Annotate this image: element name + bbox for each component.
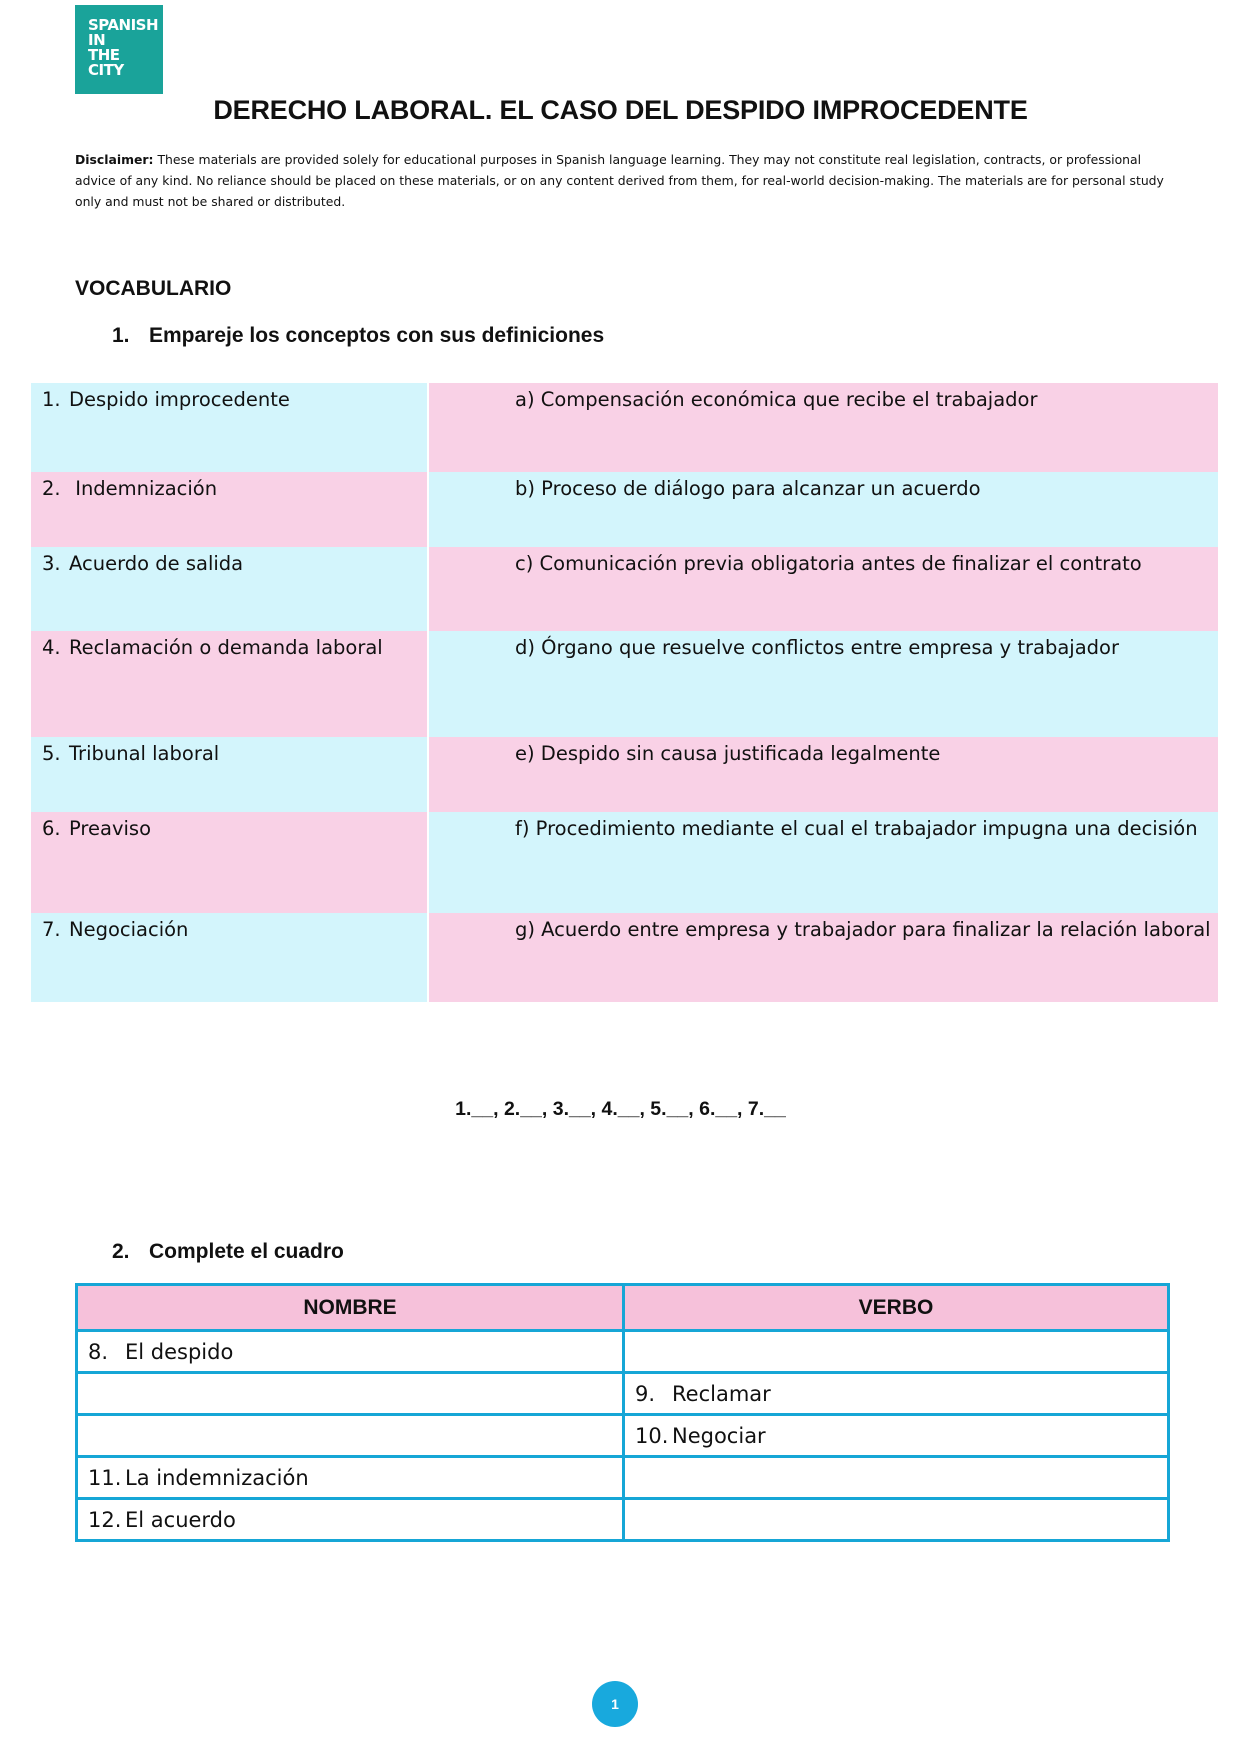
concept-cell — [31, 383, 428, 472]
concept-text: Indemnización — [69, 477, 218, 500]
exercise2-heading — [112, 1240, 344, 1264]
noun-text: El acuerdo — [125, 1507, 236, 1532]
definition-cell — [428, 812, 1218, 913]
table-row — [31, 547, 1218, 631]
verb-text: Negociar — [672, 1423, 766, 1448]
table-row — [77, 1331, 1169, 1373]
disclaimer-label: Disclaimer: — [75, 152, 154, 167]
noun-cell[interactable] — [77, 1415, 624, 1457]
definition-cell — [428, 383, 1218, 472]
definition-text: a) Compensación económica que recibe el trabajador — [515, 388, 1038, 411]
definition-text: f) Procedimiento mediante el cual el trabajador impugna una decisión — [515, 817, 1198, 840]
table-row — [31, 631, 1218, 737]
noun-number: 12. — [88, 1507, 122, 1532]
definition-text: c) Comunicación previa obligatoria antes de finalizar el contrato — [515, 552, 1142, 575]
exercise1-heading — [112, 324, 604, 348]
concept-number: 3. — [42, 552, 61, 575]
definition-cell — [428, 631, 1218, 737]
concept-cell — [31, 913, 428, 1002]
logo-line: THE — [88, 46, 120, 64]
page-number-badge: 1 — [592, 1681, 638, 1727]
table-row — [77, 1457, 1169, 1499]
disclaimer-text: These materials are provided solely for educational purposes in Spanish language learning. They may not constitute real legislation, contracts, or professional advice of any kind. No reliance should be placed on these materials, or on any content derived from them, for real-world decision-making. The materials are for personal study only and must not be shared or distributed. — [75, 152, 1164, 209]
definition-text: e) Despido sin causa justificada legalmente — [515, 742, 941, 765]
page-title: DERECHO LABORAL. EL CASO DEL DESPIDO IMPROCEDENTE — [213, 95, 1028, 125]
noun-number: 11. — [88, 1465, 122, 1490]
verb-text: Reclamar — [672, 1381, 771, 1406]
answer-line: 1.__, 2.__, 3.__, 4.__, 5.__, 6.__, 7.__ — [455, 1098, 786, 1120]
exercise1-heading-text: Empareje los conceptos con sus definiciones — [149, 324, 605, 347]
definition-text: d) Órgano que resuelve conflictos entre empresa y trabajador — [515, 636, 1119, 659]
verb-number: 9. — [635, 1381, 656, 1406]
table-row — [77, 1415, 1169, 1457]
concept-number: 1. — [42, 388, 61, 411]
definition-cell — [428, 547, 1218, 631]
concept-number: 6. — [42, 817, 61, 840]
exercise1-number: 1. — [112, 324, 130, 347]
concept-text: Despido improcedente — [69, 388, 290, 411]
concept-text: Acuerdo de salida — [69, 552, 244, 575]
concept-text: Preaviso — [69, 817, 151, 840]
concept-number: 7. — [42, 918, 61, 941]
logo-line: IN — [88, 31, 106, 49]
table-row — [31, 383, 1218, 472]
verb-cell[interactable] — [624, 1331, 1169, 1373]
verb-cell[interactable] — [624, 1415, 1169, 1457]
verb-number: 10. — [635, 1423, 669, 1448]
concept-cell — [31, 812, 428, 913]
concept-number: 2. — [42, 477, 61, 500]
verb-cell[interactable] — [624, 1457, 1169, 1499]
noun-text: La indemnización — [125, 1465, 309, 1490]
noun-number: 8. — [88, 1339, 109, 1364]
noun-cell[interactable] — [77, 1457, 624, 1499]
section-title: VOCABULARIO — [75, 277, 232, 300]
concept-text: Reclamación o demanda laboral — [69, 636, 383, 659]
table-header-row — [77, 1285, 1169, 1331]
logo-line: SPANISH — [88, 16, 159, 34]
noun-cell[interactable] — [77, 1331, 624, 1373]
concept-cell — [31, 631, 428, 737]
definition-cell — [428, 472, 1218, 547]
table-row — [31, 812, 1218, 913]
verb-cell[interactable] — [624, 1499, 1169, 1541]
concept-text: Tribunal laboral — [69, 742, 220, 765]
concept-number: 4. — [42, 636, 61, 659]
exercise2-heading-text: Complete el cuadro — [149, 1240, 344, 1263]
concept-text: Negociación — [69, 918, 189, 941]
table-row — [77, 1373, 1169, 1415]
noun-cell[interactable] — [77, 1373, 624, 1415]
table-row — [31, 472, 1218, 547]
concept-cell — [31, 547, 428, 631]
table-row — [31, 913, 1218, 1002]
concept-cell — [31, 737, 428, 812]
noun-cell[interactable] — [77, 1499, 624, 1541]
noun-text: El despido — [125, 1339, 234, 1364]
disclaimer — [75, 149, 1165, 212]
definition-cell — [428, 737, 1218, 812]
concept-cell — [31, 472, 428, 547]
matching-table — [31, 383, 1218, 1002]
table-row — [77, 1499, 1169, 1541]
verb-cell[interactable] — [624, 1373, 1169, 1415]
definition-text: g) Acuerdo entre empresa y trabajador para finalizar la relación laboral — [515, 918, 1211, 941]
logo — [75, 5, 163, 94]
logo-line: CITY — [88, 61, 124, 79]
header-nombre: NOMBRE — [77, 1285, 624, 1331]
definition-text: b) Proceso de diálogo para alcanzar un acuerdo — [515, 477, 981, 500]
table-row — [31, 737, 1218, 812]
header-verbo: VERBO — [624, 1285, 1169, 1331]
exercise2-number: 2. — [112, 1240, 130, 1263]
noun-verb-table — [75, 1283, 1170, 1542]
definition-cell — [428, 913, 1218, 1002]
concept-number: 5. — [42, 742, 61, 765]
